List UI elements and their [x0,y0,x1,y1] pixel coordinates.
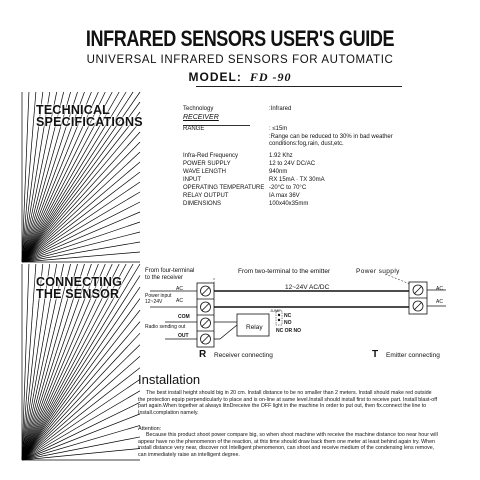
technical-specifications-heading: TECHNICAL SPECIFICATIONS [36,103,143,129]
ac-symbol-label: AC [176,286,183,292]
receiver-label: RECEIVER [183,114,219,121]
spec-value: : ≤15m [269,126,288,132]
no-label: NO [284,320,292,326]
emitter-connecting-label: Emitter connecting [386,352,440,359]
connecting-sensor-heading: CONNECTING THE SENSOR [36,275,123,301]
from-two-terminal-label: From two-terminal to the emitter [238,268,331,275]
spec-label: INPUT [183,177,201,183]
spec-value: conditions:fog,rain, dust,etc. [269,141,344,147]
guide-subtitle: UNIVERSAL INFRARED SENSORS FOR AUTOMATIC [86,54,394,66]
spec-value: 940nm [269,169,288,175]
spec-value: 100x40x35mm [269,201,309,207]
power-input-label: Power input [145,293,172,299]
attention-label: Attention: [138,426,162,432]
spec-label: OPERATING TEMPERATURE [183,185,265,191]
spec-value: :Infrared [269,106,292,112]
ac-symbol-label: AC [436,286,443,292]
t-letter: T [372,349,379,360]
r-letter: R [199,349,207,360]
spec-label: RANGE [183,126,205,132]
relay-box [237,314,269,336]
installation-heading: Installation [138,372,201,387]
out-label: OUT [178,333,189,339]
model-label: MODEL: [188,70,242,84]
attention-paragraph: Because this product shoot power compare big, so when shoot machine with receive the machine distance too near hour will appear have no the phenomenon of the reaction, at this time should draw back them one meter at least behind again try. When install distance very near, discover not Intelligent phenomenon, can shoot and receive medium of the condensing lens remove, can immediately raise an intelligent degree. [138,432,438,458]
model-value: FD -90 [249,70,292,84]
ac-symbol-label: AC [176,298,183,304]
spec-value: RX 15mA · TX 30mA [269,177,325,183]
ac-symbol-label: AC [436,299,443,305]
installation-paragraph: The best install height should big in 20 cm. Install distance to be no smaller than 2 meters. Install should make red outside the protection equip perpendicularly to place and is on-line at same level.Install should install first to receive part. Install blast-off part again.When together at always litnDreceive the OFF light in the machine In order to put out, then fix.connect the line to Install.complation namely. [138,390,438,416]
spec-value: IA max 36V [269,193,300,199]
spec-label: Technology [183,106,214,112]
jumper-box [276,311,282,325]
spec-value: 12 to 24V DC/AC [269,161,316,167]
radio-out-label: Radio sending out [145,324,186,330]
spec-value: -20°C to 70°C [269,185,307,191]
from-four-terminal-label: From four-terminal [145,268,195,274]
spec-label: Infra-Red Frequency [183,153,239,159]
spec-label: WAVE LENGTH [183,169,227,175]
voltage-label: 12~24V AC/DC [285,284,330,291]
to-receiver-label: to the receiver [145,275,184,281]
power-input-voltage-label: 12~24V [145,299,163,305]
nc-or-no-label: NC OR NO [276,328,301,334]
power-supply-label: Power supply [356,268,400,275]
jump-label: JUMP [270,308,281,313]
relay-label: Relay [246,324,263,331]
spec-value: :Range can be reduced to 30% in bad weather [269,134,393,140]
nc-label: NC [284,313,292,319]
com-label: COM [178,314,190,320]
spec-label: DIMENSIONS [183,201,222,207]
guide-title: INFRARED SENSORS USER'S GUIDE [85,26,395,51]
spec-label: POWER SUPPLY [183,161,231,167]
spec-value: 1.92 Khz [269,153,293,159]
spec-label: RELAY OUTPUT [183,193,229,199]
receiver-connecting-label: Receiver connecting [214,352,273,359]
